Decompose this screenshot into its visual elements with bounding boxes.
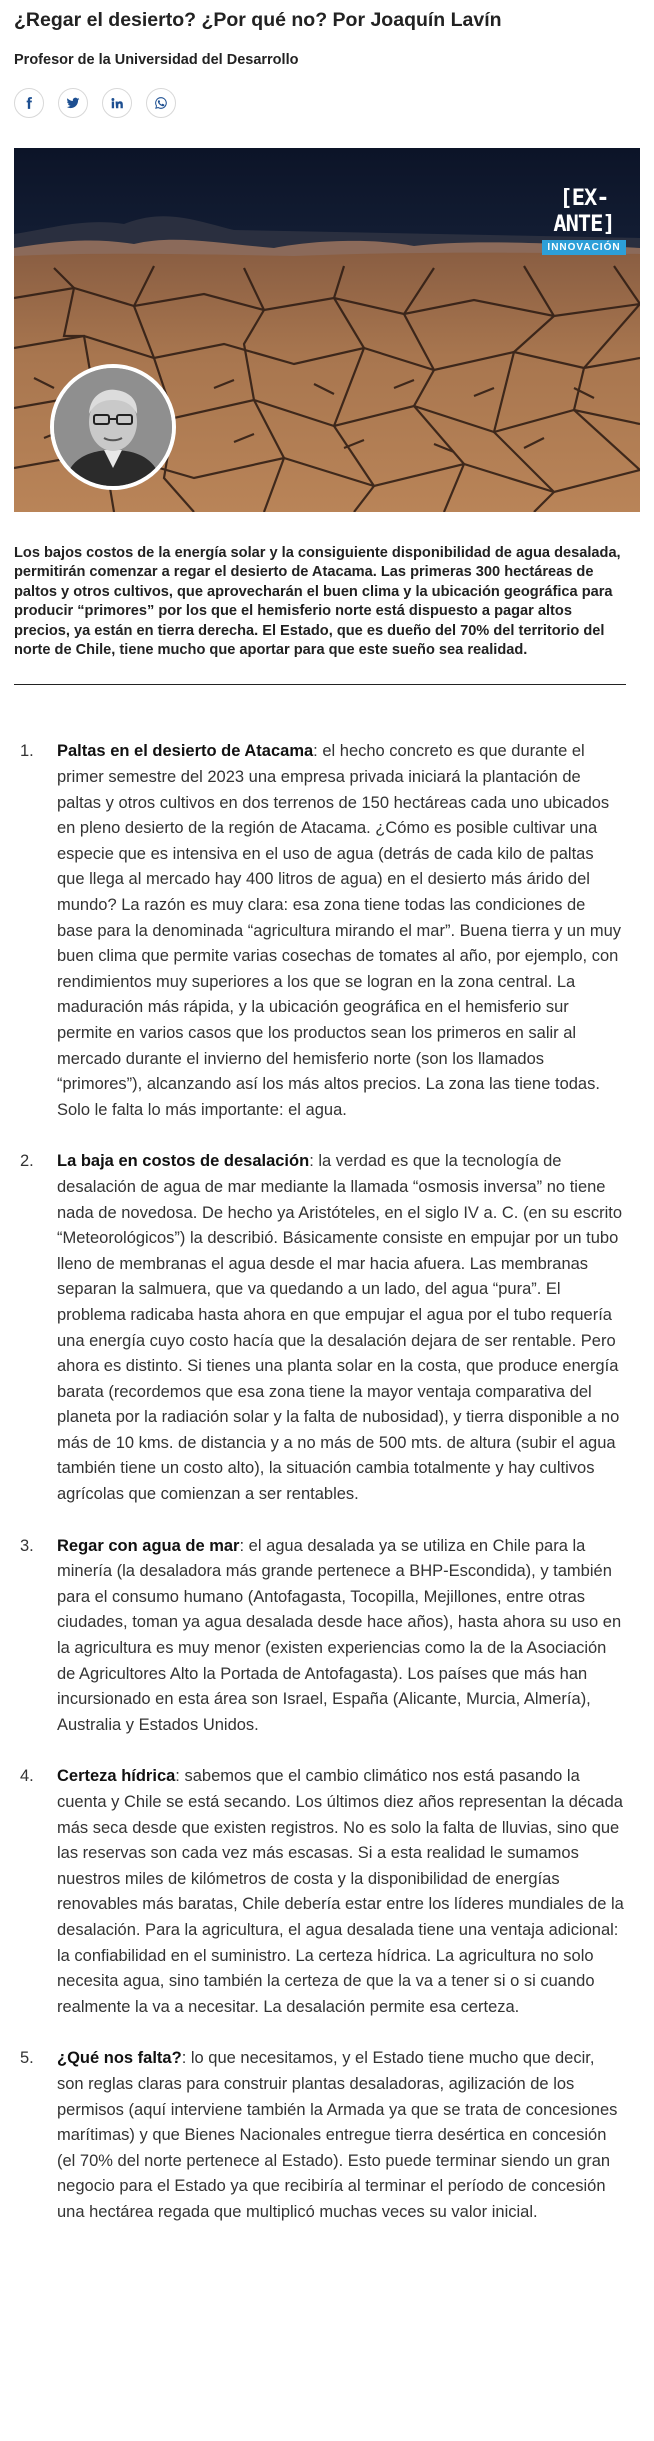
- list-item: [14, 1149, 640, 1507]
- twitter-icon: [66, 96, 80, 110]
- author-avatar: [50, 364, 176, 490]
- list-number: 3.: [20, 1536, 34, 1555]
- hero-image: [14, 148, 640, 512]
- list-number: 2.: [20, 1152, 34, 1171]
- share-bar: [14, 88, 640, 118]
- list-body: : lo que necesitamos, y el Estado tiene mucho que decir, son reglas claras para construir plantas desaladoras, agilización de los permisos (aquí interviene también la Armada ya que se trata de concesiones marítimas) y que Bienes Nacionales entregue tierra desértica en concesión (el 70% del norte pertenece al Estado). Esto puede terminar siendo un gran negocio para el Estado ya que recibiría al terminar el período de concesión una hectárea regada que multiplicó muchas veces su valor inicial.: [57, 2049, 618, 2221]
- list-body: : la verdad es que la tecnología de desalación de agua de mar mediante la llamada “osmosis inversa” no tiene nada de novedosa. De hecho ya Aristóteles, en el siglo IV a. C. (en su escrito “Meteorológicos”) la describió. Básicamente consiste en empujar por un tubo lleno de membranas el agua desde el mar hacia afuera. Las membranas separan la salmuera, que va quedando a un lado, del agua “pura”. El problema radicaba hasta ahora en que empujar el agua por el tubo requería una energía cuyo costo hacía que la desalación dejara de ser rentable. Pero ahora es distinto. Si tienes una planta solar en la costa, que produce energía barata (recordemos que esa zona tiene la mayor ventaja comparativa del planeta por la radiación solar y la falta de nubosidad), y tierra disponible a no más de 10 kms. de distancia y a no más de 500 mts. de altura (subir el agua también tiene un costo alto), la situación cambia totalmente y hay cultivos agrícolas que comienzan a ser rentables.: [57, 1152, 622, 1504]
- list-text: [57, 1534, 625, 1739]
- article-title: ¿Regar el desierto? ¿Por qué no? Por Joaquín Lavín: [14, 9, 502, 31]
- list-text: [57, 2046, 625, 2225]
- logo-mark: [EX-ANTE]: [553, 186, 615, 237]
- author-portrait: [54, 368, 172, 486]
- list-body: : sabemos que el cambio climático nos está pasando la cuenta y Chile se está secando. Los últimos diez años representan la década más seca desde que existen registros. No es solo la falta de lluvias, sino que las reservas son cada vez más escasas. Si a esta realidad le sumamos nuestros miles de kilómetros de costa y la disponibilidad de energías renovables más baratas, Chile debería estar entre los líderes mundiales de la desalación. Para la agricultura, el agua desalada tiene una ventaja adicional: la confiabilidad en el suministro. La certeza hídrica. La agricultura no solo necesita agua, sino también la certeza de que la va a tener si o si cuando realmente la va a necesitar. La desalación permite esa certeza.: [57, 1767, 624, 2016]
- list-number: 1.: [20, 742, 34, 761]
- whatsapp-icon: [154, 96, 168, 110]
- list-item: [14, 2046, 640, 2225]
- divider: [14, 684, 626, 685]
- article-lead: Los bajos costos de la energía solar y la consiguiente disponibilidad de agua desalada, permitirán comenzar a regar el desierto de Atacama. Las primeras 300 hectáreas de paltos y otros cultivos, que aprovecharán el buen clima y la ubicación geográfica para producir “primores” por los que el hemisferio norte está dispuesto a pagar altos precios, ya están en tierra derecha. El Estado, que es dueño del 70% del territorio del norte de Chile, tiene mucho que aportar para que este sueño sea realidad.: [14, 545, 621, 659]
- list-body: : el agua desalada ya se utiliza en Chile para la minería (la desaladora más grande pertenece a BHP-Escondida), y también para el consumo humano (Antofagasta, Tocopilla, Mejillones, entre otras ciudades, toman ya agua desalada desde hace años), hasta ahora su uso en la agricultura es muy menor (existen experiencias como la de la Asociación de Agricultores Alto la Portada de Antofagasta). Los países que más han incursionado en esta área son Israel, España (Alicante, Murcia, Almería), Australia y Estados Unidos.: [57, 1536, 622, 1734]
- article-list: [14, 739, 640, 2225]
- list-text: [57, 1764, 625, 2020]
- list-number: 4.: [20, 1767, 34, 1786]
- list-heading: ¿Qué nos falta?: [57, 2049, 182, 2068]
- facebook-icon: [22, 96, 36, 110]
- list-text: [57, 1149, 625, 1507]
- list-item: [14, 739, 640, 1123]
- share-whatsapp-button[interactable]: [146, 88, 176, 118]
- list-heading: Regar con agua de mar: [57, 1536, 240, 1555]
- list-body: : el hecho concreto es que durante el primer semestre del 2023 una empresa privada iniciará la plantación de paltas y otros cultivos en dos terrenos de 150 hectáreas cada uno ubicados en pleno desierto de la región de Atacama. ¿Cómo es posible cultivar una especie que es intensiva en el uso de agua (detrás de cada kilo de paltas que llega al mercado hay 400 litros de agua) en el desierto más árido del mundo? La razón es muy clara: esa zona tiene todas las condiciones de base para la denominada “agricultura mirando el mar”. Buena tierra y un muy buen clima que permite varias cosechas de tomates al año, por ejemplo, con rendimientos muy superiores a los que se logran en la zona central. La maduración más rápida, y la ubicación geográfica en el hemisferio sur permite en varios casos que los productos sean los primeros en salir al mercado durante el invierno del hemisferio norte (son los llamados “primores”), alcanzando así los más altos precios. La zona las tiene todas. Solo le falta lo más importante: el agua.: [57, 742, 622, 1119]
- list-heading: La baja en costos de desalación: [57, 1152, 310, 1171]
- list-text: [57, 739, 625, 1123]
- linkedin-icon: [110, 96, 124, 110]
- ex-ante-logo: [542, 186, 626, 255]
- list-number: 5.: [20, 2049, 34, 2068]
- author-affiliation: Profesor de la Universidad del Desarrollo: [14, 52, 299, 68]
- list-item: [14, 1764, 640, 2020]
- share-twitter-button[interactable]: [58, 88, 88, 118]
- logo-section-label: INNOVACIÓN: [542, 240, 626, 255]
- share-linkedin-button[interactable]: [102, 88, 132, 118]
- list-heading: Paltas en el desierto de Atacama: [57, 742, 314, 761]
- share-facebook-button[interactable]: [14, 88, 44, 118]
- list-item: [14, 1534, 640, 1739]
- list-heading: Certeza hídrica: [57, 1767, 176, 1786]
